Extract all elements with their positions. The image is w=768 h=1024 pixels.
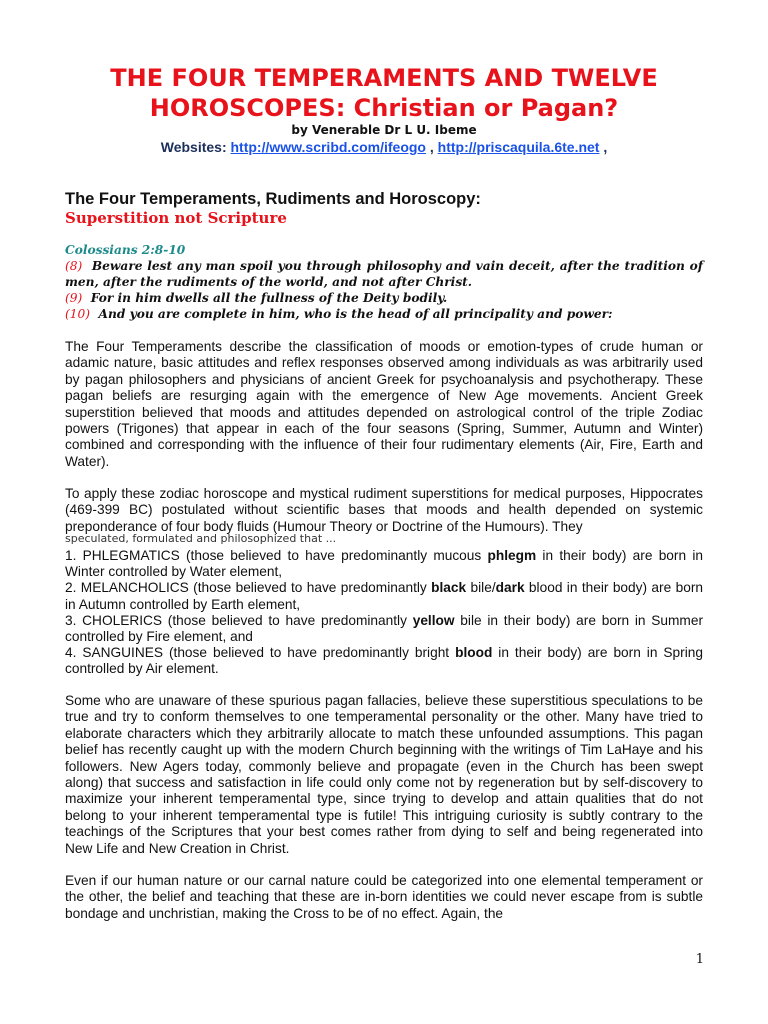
- section-heading: The Four Temperaments, Rudiments and Horoscopy:: [65, 190, 481, 208]
- list-item: 3. CHOLERICS (those believed to have predominantly yellow bile in their body) are born in Summer controlled by Fire element, and: [65, 612, 703, 645]
- websites-separator: ,: [425, 139, 438, 155]
- scripture-reference: Colossians 2:8-10: [65, 243, 186, 257]
- document-title-line-2: HOROSCOPES: Christian or Pagan?: [149, 94, 619, 122]
- verse-10: [65, 306, 703, 322]
- paragraph-hippocrates-tail: speculated, formulated and philosophized that ...: [65, 532, 337, 545]
- document-title-line-1: THE FOUR TEMPERAMENTS AND TWELVE: [110, 64, 658, 92]
- section-subheading: Superstition not Scripture: [65, 209, 287, 227]
- websites-trailing: ,: [599, 139, 608, 155]
- verse-10-text: And you are complete in him, who is the head of all principality and power:: [98, 307, 613, 321]
- websites-label: Websites:: [160, 139, 227, 155]
- verse-8: [65, 258, 703, 290]
- website-link-priscaquila[interactable]: http://priscaquila.6te.net: [437, 139, 600, 155]
- verse-9-number: (9): [65, 291, 83, 305]
- temperaments-list: [65, 548, 703, 678]
- list-item: 1. PHLEGMATICS (those believed to have predominantly mucous phlegm in their body) are born in Winter controlled by Water element,: [65, 548, 703, 580]
- paragraph-carnal-nature: Even if our human nature or our carnal nature could be categorized into one elemental temperament or the other, the belief and teaching that these are in-born identities we could never escape from is subtle bondage and unchristian, making the Cross to be of no effect. Again, the: [65, 873, 703, 921]
- paragraph-intro: The Four Temperaments describe the classification of moods or emotion-types of crude human or adamic nature, basic attitudes and reflex responses observed among individuals as was arbitrarily used by pagan philosophers and physicians of ancient Greek for psychoanalysis and psychotherapy. These pagan beliefs are resurging again with the emergence of New Age movements. Ancient Greek superstition believed that moods and attitudes depended on astrological control of the triple Zodiac powers (Trigones) that appear in each of the four seasons (Spring, Summer, Autumn and Winter) combined and corresponding with the influence of their four rudimentary elements (Air, Fire, Earth and Water).: [65, 339, 703, 469]
- list-item: 4. SANGUINES (those believed to have predominantly bright blood in their body) are born in Spring controlled by Air element.: [65, 645, 703, 677]
- verse-8-text: Beware lest any man spoil you through philosophy and vain deceit, after the tradition of men, after the rudiments of the world, and not after Christ.: [65, 259, 703, 289]
- page-number: 1: [695, 952, 704, 967]
- author-byline: by Venerable Dr L U. Ibeme: [291, 123, 477, 137]
- paragraph-hippocrates: To apply these zodiac horoscope and mystical rudiment superstitions for medical purposes, Hippocrates (469-399 BC) postulated without scientific bases that moods and health depended on systemic preponderance of four body fluids (Humour Theory or Doctrine of the Humours). They: [65, 486, 703, 534]
- websites-line: [0, 139, 768, 155]
- website-link-scribd[interactable]: http://www.scribd.com/ifeogo: [230, 139, 426, 155]
- list-item: 2. MELANCHOLICS (those believed to have predominantly black bile/dark blood in their body) are born in Autumn controlled by Earth element,: [65, 580, 703, 612]
- verse-10-number: (10): [65, 307, 91, 321]
- verse-8-number: (8): [65, 259, 83, 273]
- verse-9-text: For in him dwells all the fullness of the Deity bodily.: [90, 291, 448, 305]
- paragraph-new-age: Some who are unaware of these spurious pagan fallacies, believe these superstitious speculations to be true and try to conform themselves to one temperamental personality or the other. Many have tried to elaborate characters which they arbitrarily allocate to match these unfounded assumptions. This pagan belief has recently caught up with the modern Church beginning with the writings of Tim LaHaye and his followers. New Agers today, commonly believe and propagate (even in the Church has been swept along) that success and satisfaction in life could only come not by regeneration but by self-discovery to maximize your inherent temperamental type, since trying to develop and attain qualities that do not belong to your inherent temperamental type is futile! This intriguing curiosity is subtly contrary to the teachings of the Scriptures that your best comes rather from dying to self and being regenerated into New Life and New Creation in Christ.: [65, 693, 703, 856]
- verse-9: [65, 290, 703, 306]
